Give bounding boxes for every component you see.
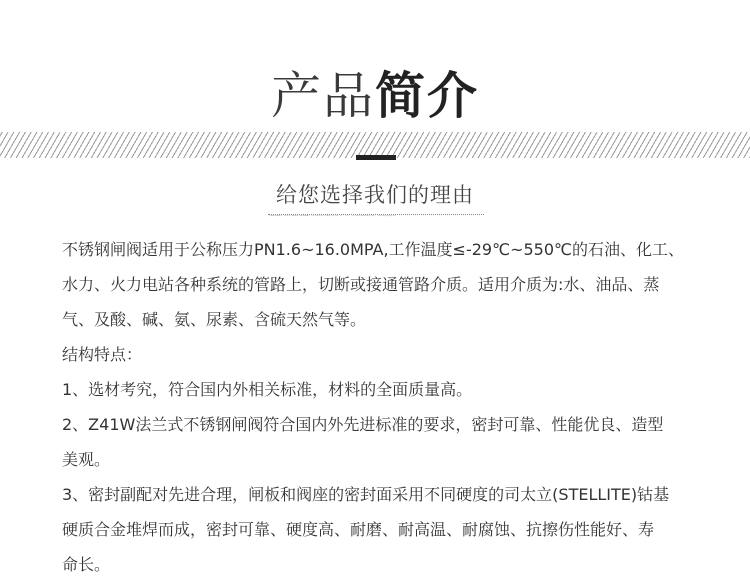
description-line: 不锈钢闸阀适用于公称压力PN1.6~16.0MPA,工作温度≤-29℃~550℃的石油、化工、 bbox=[62, 240, 684, 259]
feature-item: 2、Z41W法兰式不锈钢闸阀符合国内外先进标准的要求，密封可靠、性能优良、造型 bbox=[62, 415, 664, 434]
tiny-caption-line: 不锈钢闸阀适用于公称压力PN1.6~16.0MPA,工作温度≤-29℃~550℃的石油、化工、水力、火力电站各种系统的管路上，切断或接通管路介质 bbox=[268, 214, 484, 217]
structure-heading: 结构特点： bbox=[62, 345, 143, 364]
title-underline-dash bbox=[356, 155, 396, 160]
page-title bbox=[0, 62, 750, 130]
page-title-light: 产品 bbox=[271, 67, 375, 125]
description-line: 气、及酸、碱、氨、尿素、含硫天然气等。 bbox=[62, 310, 367, 329]
product-description bbox=[62, 232, 702, 582]
feature-item: 1、选材考究，符合国内外相关标准，材料的全面质量高。 bbox=[62, 380, 473, 399]
description-line: 水力、火力电站各种系统的管路上，切断或接通管路介质。适用介质为:水、油品、蒸 bbox=[62, 275, 660, 294]
feature-item: 3、密封副配对先进合理，闸板和阀座的密封面采用不同硬度的司太立(STELLITE)钴基 bbox=[62, 485, 670, 504]
feature-item-continued: 美观。 bbox=[62, 450, 111, 469]
feature-item-continued: 命长。 bbox=[62, 555, 111, 574]
page-title-bold: 简介 bbox=[375, 67, 479, 125]
feature-item-continued: 硬质合金堆焊而成，密封可靠、硬度高、耐磨、耐高温、耐腐蚀、抗擦伤性能好、寿 bbox=[62, 520, 655, 539]
section-subtitle: 给您选择我们的理由 bbox=[276, 183, 474, 207]
